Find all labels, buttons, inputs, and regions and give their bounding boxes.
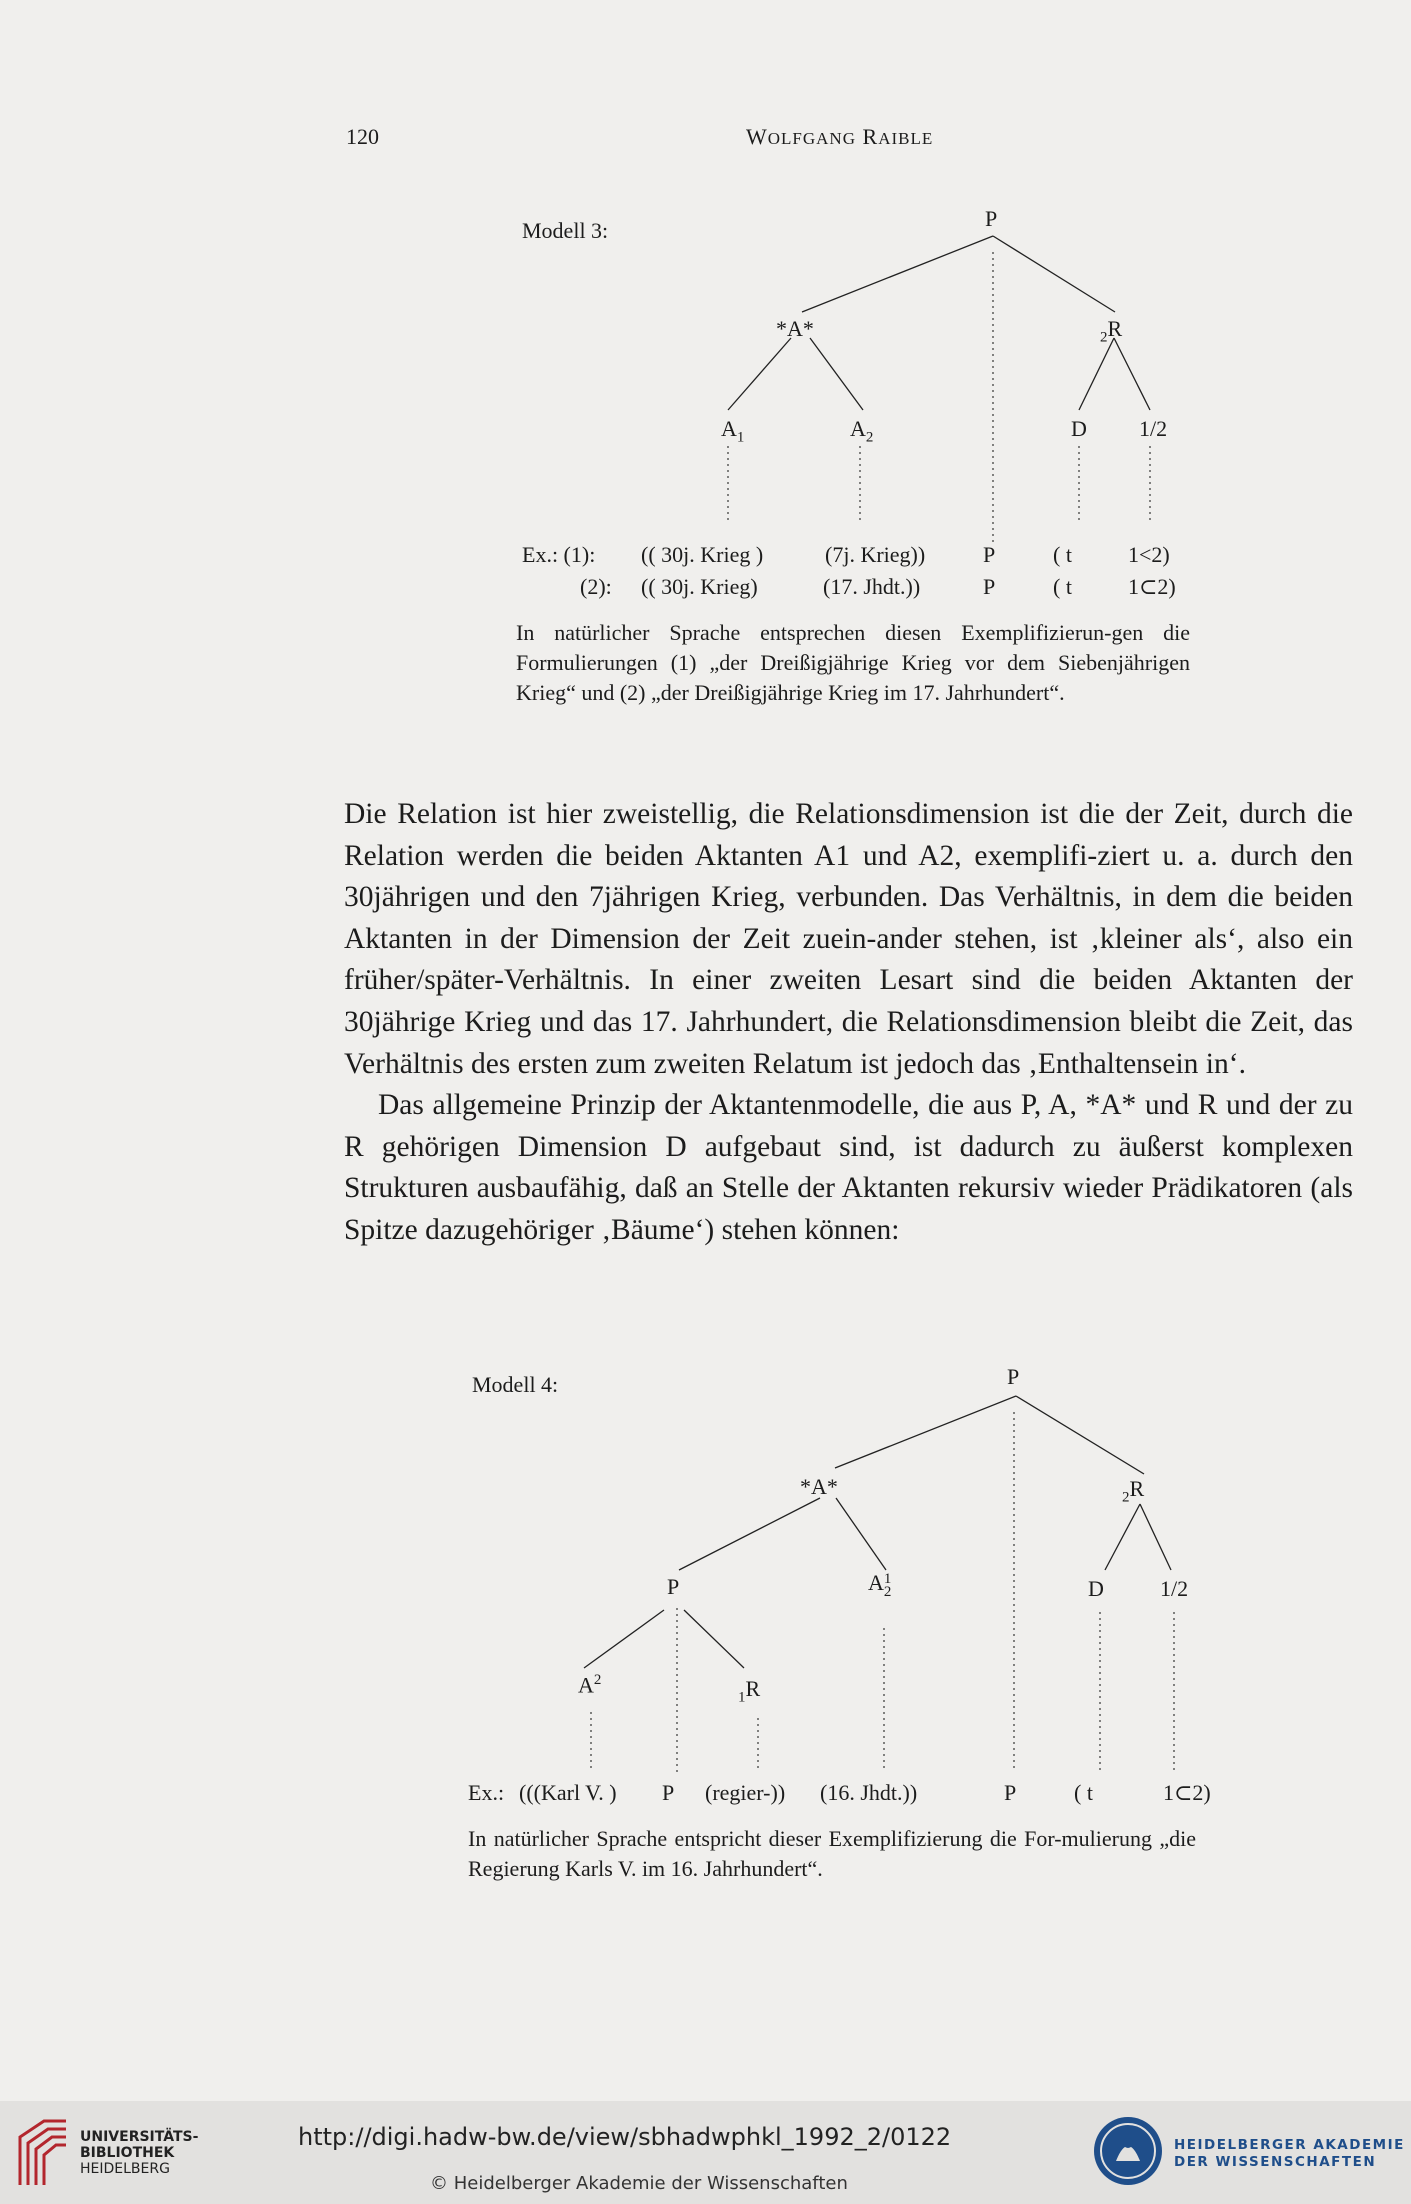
model3-ex2-col2: (17. Jhdt.)) — [823, 574, 921, 599]
model3-ex2-label: (2): — [580, 574, 612, 599]
model4-ex-col4: (16. Jhdt.)) — [820, 1780, 918, 1805]
model3-node-a1 — [721, 416, 744, 446]
model3-node-r-letter: R — [1107, 316, 1123, 341]
model3-ex2-col3: P — [983, 574, 996, 599]
model4-node-a12-sub: 2 — [883, 1584, 892, 1600]
model3-node-a2 — [850, 416, 873, 446]
model3-ex1-col4: ( t — [1053, 542, 1072, 567]
haw-logo-text — [1174, 2137, 1405, 2171]
ub-logo-text — [80, 2129, 198, 2177]
model4-node-a2 — [578, 1672, 601, 1698]
model4-node-p-inner: P — [667, 1574, 680, 1599]
body-paragraph-1: Die Relation ist hier zweistellig, die Relationsdimension ist die der Zeit, durch die Relation werden die beiden Aktanten A1 und A2, exemplifi-ziert u. a. durch den 30jährigen und den 7jährigen Krieg, verbunden. Das Verhältnis, in dem die beiden Aktanten in der Dimension der Zeit zuein-ander stehen, ist ‚kleiner als‘, also ein früher/später-Verhältnis. In einer zweiten Lesart sind die beiden Aktanten der 30jährige Krieg und das 17. Jahrhundert, die Relationsdimension bleibt die Zeit, das Verhältnis des ersten zum zweiten Relatum ist jedoch das ‚Enthaltensein in‘. — [344, 798, 1353, 1080]
model4-node-a12 — [868, 1570, 891, 1599]
model4-example-row — [0, 1780, 1411, 1810]
model3-ex1-col5: 1<2) — [1128, 542, 1170, 567]
model3-example-row-1 — [0, 542, 1411, 572]
running-head-author — [746, 124, 933, 150]
model4-node-r1-letter: R — [745, 1676, 761, 1701]
model4-ex-col1: (((Karl V. ) — [519, 1780, 617, 1805]
model3-node-r-prefix: 2 — [1100, 329, 1108, 346]
model4-node-a12-sup: 1 — [883, 1571, 892, 1587]
model4-node-a-star: *A* — [800, 1474, 838, 1499]
copyright-notice: © Heidelberger Akademie der Wissenschaften — [430, 2173, 848, 2194]
model4-ex-col5: P — [1004, 1780, 1017, 1805]
model3-ex1-col1: (( 30j. Krieg ) — [641, 542, 764, 567]
model3-node-p: P — [985, 206, 998, 231]
model4-caption: In natürlicher Sprache entspricht dieser Exemplifizierung die For-mulierung „die Regierung Karls V. im 16. Jahrhundert“. — [468, 1826, 1196, 1881]
model4-node-r-letter: R — [1129, 1476, 1145, 1501]
model3-ex2-col4: ( t — [1053, 574, 1072, 599]
footer-bar — [0, 2101, 1411, 2204]
model3-ex1-label: Ex.: (1): — [522, 542, 596, 567]
model3-node-a-star: *A* — [776, 316, 814, 341]
ub-logo-line-2: BIBLIOTHEK — [80, 2145, 175, 2161]
model3-node-d: D — [1071, 416, 1087, 441]
ub-logo-line-1: UNIVERSITÄTS- — [80, 2129, 199, 2145]
model3-ex1-col3: P — [983, 542, 996, 567]
model4-node-r1-prefix: 1 — [738, 1689, 746, 1706]
model4-node-a2-letter: A — [578, 1672, 594, 1698]
model4-node-r-prefix: 2 — [1122, 1489, 1130, 1506]
model3-node-r — [1100, 316, 1122, 346]
model4-node-a12-letter: A — [868, 1570, 884, 1595]
model4-ex-col6: ( t — [1074, 1780, 1093, 1805]
model4-ex-col3: (regier-)) — [705, 1780, 786, 1805]
model3-example-row-2 — [0, 574, 1411, 604]
model4-ex-col2: P — [662, 1780, 675, 1805]
author-last-name: RAIBLE — [862, 124, 934, 149]
model4-label: Modell 4: — [472, 1372, 559, 1397]
model3-node-a2-sub: 2 — [865, 429, 874, 446]
document-url-link[interactable]: http://digi.hadw-bw.de/view/sbhadwphkl_1992_2/0122 — [298, 2123, 952, 2151]
model4-node-r1 — [738, 1676, 760, 1706]
model3-ex2-col5: 1⊂2) — [1128, 574, 1176, 599]
model3-label: Modell 3: — [522, 218, 609, 243]
body-text — [344, 794, 1353, 1252]
haw-logo-line-1: HEIDELBERGER AKADEMIE — [1174, 2137, 1405, 2153]
model3-node-a1-letter: A — [721, 416, 737, 441]
model4-ex-col7: 1⊂2) — [1163, 1780, 1211, 1805]
model3-node-a2-letter: A — [850, 416, 866, 441]
model3-ex1-col2: (7j. Krieg)) — [825, 542, 926, 567]
author-first-name: WOLFGANG — [746, 124, 856, 149]
model3-node-half: 1/2 — [1139, 416, 1168, 441]
haw-logo-line-2: DER WISSENSCHAFTEN — [1174, 2154, 1377, 2170]
ub-heidelberg-logo-icon — [14, 2115, 72, 2191]
model3-node-a1-sub: 1 — [736, 429, 745, 446]
model3-caption: In natürlicher Sprache entsprechen diesen Exemplifizierun-gen die Formulierungen (1) „der Dreißigjährige Krieg vor dem Siebenjährigen Krieg“ und (2) „der Dreißigjährige Krieg im 17. Jahrhundert“. — [516, 620, 1190, 705]
page-number: 120 — [346, 124, 379, 149]
model4-node-a2-sup: 2 — [593, 1672, 602, 1688]
ub-logo-line-3: HEIDELBERG — [80, 2161, 170, 2177]
haw-seal-logo-icon — [1090, 2113, 1166, 2189]
model4-ex-label: Ex.: — [468, 1780, 505, 1805]
model3-ex2-col1: (( 30j. Krieg) — [641, 574, 758, 599]
model4-node-p-top: P — [1007, 1364, 1020, 1389]
model4-node-half: 1/2 — [1160, 1576, 1189, 1601]
model4-node-r — [1122, 1476, 1144, 1506]
body-paragraph-2: Das allgemeine Prinzip der Aktantenmodelle, die aus P, A, *A* und R und der zu R gehörigen Dimension D aufgebaut sind, ist dadurch zu äußerst komplexen Strukturen ausbaufähig, daß an Stelle der Aktanten rekursiv wieder Prädikatoren (als Spitze dazugehöriger ‚Bäume‘) stehen können: — [344, 1089, 1353, 1246]
model4-node-d: D — [1088, 1576, 1104, 1601]
